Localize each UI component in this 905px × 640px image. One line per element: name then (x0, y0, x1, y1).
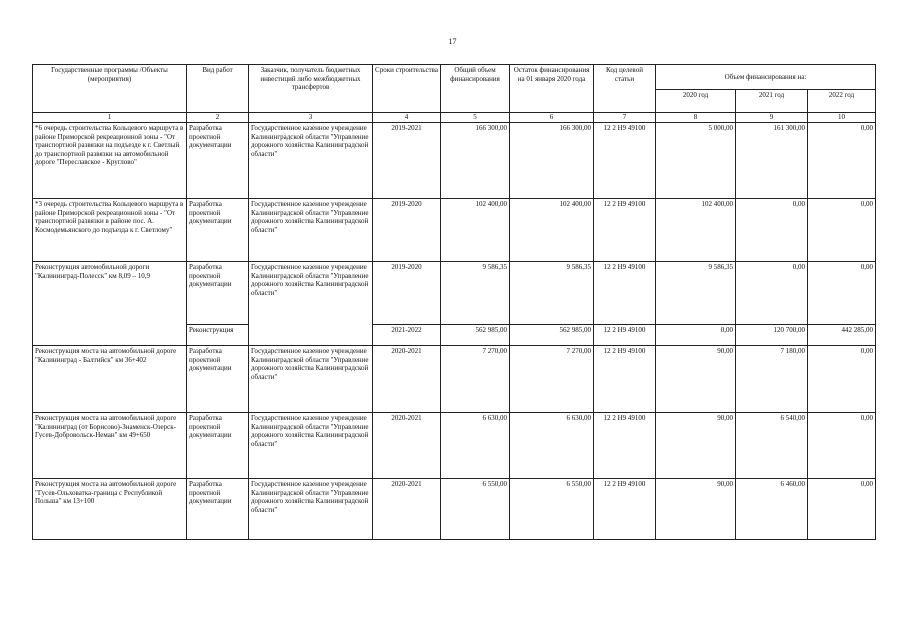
y2021-cell: 6 540,00 (736, 413, 808, 479)
y2020-cell: 5 000,00 (656, 123, 736, 199)
terms-cell: 2019-2020 (373, 199, 441, 262)
total-cell: 9 586,35 (441, 262, 510, 325)
column-number: 6 (510, 113, 594, 123)
financing-table (32, 64, 876, 540)
total-cell: 6 630,00 (441, 413, 510, 479)
y2020-cell: 0,00 (656, 325, 736, 346)
balance-cell: 166 300,00 (510, 123, 594, 199)
y2020-cell: 102 400,00 (656, 199, 736, 262)
terms-cell: 2020-2021 (373, 413, 441, 479)
object-cell: Реконструкция моста на автомобильной дороге "Гусев-Ольховатка-граница с Республикой Польша" км 13+100 (33, 479, 187, 540)
header-funding: Объем финансирования на: (656, 65, 876, 90)
code-cell: 12 2 Н9 49100 (594, 123, 656, 199)
object-cell: *3 очередь строительства Кольцевого маршрута в районе Приморской рекреационной зоны - "От транспортной развязки в районе пос. А. Космодемьянского до подъезда к г. Светлому" (33, 199, 187, 262)
work-type-cell: Разработка проектной документации (187, 346, 249, 413)
table-row (33, 479, 876, 540)
code-cell: 12 2 Н9 49100 (594, 262, 656, 325)
column-number: 1 (33, 113, 187, 123)
customer-cell: Государственное казенное учреждение Калининградской области "Управление дорожного хозяйства Калининградской области" (249, 199, 373, 262)
customer-cell: Государственное казенное учреждение Калининградской области "Управление дорожного хозяйства Калининградской области" (249, 346, 373, 413)
terms-cell: 2019-2021 (373, 123, 441, 199)
y2022-cell: 0,00 (808, 262, 876, 325)
header-year-2021: 2021 год (736, 90, 808, 113)
work-type-cell: Разработка проектной документации (187, 413, 249, 479)
total-cell: 6 550,00 (441, 479, 510, 540)
balance-cell: 9 586,35 (510, 262, 594, 325)
y2021-cell: 6 460,00 (736, 479, 808, 540)
y2021-cell: 7 180,00 (736, 346, 808, 413)
y2021-cell: 0,00 (736, 262, 808, 325)
terms-cell: 2020-2021 (373, 346, 441, 413)
header-terms: Сроки строительства (373, 65, 441, 113)
work-type-cell: Разработка проектной документации (187, 199, 249, 262)
object-cell: Реконструкция автомобильной дороги "Калининград-Полесск" км 8,09 – 10,9 (33, 262, 187, 346)
header-total: Общий объем финансирования (441, 65, 510, 113)
header-customer: Заказчик, получатель бюджетных инвестиций либо межбюджетных трансфертов (249, 65, 373, 113)
table-row (33, 346, 876, 413)
work-type-cell: Разработка проектной документации (187, 262, 249, 325)
customer-cell: Государственное казенное учреждение Калининградской области "Управление дорожного хозяйства Калининградской области" (249, 413, 373, 479)
customer-cell: Государственное казенное учреждение Калининградской области "Управление дорожного хозяйства Калининградской области" (249, 262, 373, 346)
y2022-cell: 0,00 (808, 479, 876, 540)
balance-cell: 562 985,00 (510, 325, 594, 346)
header-program: Государственные программы /Объекты (мероприятия) (33, 65, 187, 113)
work-type-cell: Реконструкция (187, 325, 249, 346)
y2021-cell: 120 700,00 (736, 325, 808, 346)
object-cell: *6 очередь строительства Кольцевого маршрута в районе Приморской рекреационной зоны - "От транспортной развязки на подъезде к г. Светлый до транспортной развязки на автомобильной дороге "Переславское - Круглово" (33, 123, 187, 199)
column-number: 8 (656, 113, 736, 123)
y2020-cell: 90,00 (656, 413, 736, 479)
code-cell: 12 2 Н9 49100 (594, 325, 656, 346)
y2020-cell: 9 586,35 (656, 262, 736, 325)
table-row (33, 262, 876, 325)
object-cell: Реконструкция моста на автомобильной дороге "Калининград (от Борисово)-Знаменск-Озерск-Гусев-Добровольск-Неман" км 49+650 (33, 413, 187, 479)
object-cell: Реконструкция моста на автомобильной дороге "Калининград - Балтийск" км 36+402 (33, 346, 187, 413)
table-row (33, 123, 876, 199)
balance-cell: 102 400,00 (510, 199, 594, 262)
terms-cell: 2020-2021 (373, 479, 441, 540)
total-cell: 562 985,00 (441, 325, 510, 346)
header-year-2020: 2020 год (656, 90, 736, 113)
terms-cell: 2021-2022 (373, 325, 441, 346)
column-number: 5 (441, 113, 510, 123)
balance-cell: 7 270,00 (510, 346, 594, 413)
terms-cell: 2019-2020 (373, 262, 441, 325)
column-number: 3 (249, 113, 373, 123)
column-numbers-row (33, 113, 876, 123)
y2021-cell: 161 300,00 (736, 123, 808, 199)
page-number: 17 (448, 37, 457, 46)
header-balance: Остаток финансирования на 01 января 2020 года (510, 65, 594, 113)
customer-cell: Государственное казенное учреждение Калининградской области "Управление дорожного хозяйства Калининградской области" (249, 479, 373, 540)
column-number: 9 (736, 113, 808, 123)
table-row (33, 199, 876, 262)
code-cell: 12 2 Н9 49100 (594, 199, 656, 262)
y2022-cell: 0,00 (808, 199, 876, 262)
customer-cell: Государственное казенное учреждение Калининградской области "Управление дорожного хозяйства Калининградской области" (249, 123, 373, 199)
header-work-type: Вид работ (187, 65, 249, 113)
column-number: 7 (594, 113, 656, 123)
y2022-cell: 0,00 (808, 413, 876, 479)
total-cell: 102 400,00 (441, 199, 510, 262)
y2020-cell: 90,00 (656, 346, 736, 413)
code-cell: 12 2 Н9 49100 (594, 346, 656, 413)
total-cell: 7 270,00 (441, 346, 510, 413)
header-year-2022: 2022 год (808, 90, 876, 113)
y2022-cell: 442 285,00 (808, 325, 876, 346)
table-row (33, 413, 876, 479)
total-cell: 166 300,00 (441, 123, 510, 199)
code-cell: 12 2 Н9 49100 (594, 413, 656, 479)
work-type-cell: Разработка проектной документации (187, 123, 249, 199)
y2022-cell: 0,00 (808, 346, 876, 413)
column-number: 10 (808, 113, 876, 123)
y2022-cell: 0,00 (808, 123, 876, 199)
column-number: 2 (187, 113, 249, 123)
column-number: 4 (373, 113, 441, 123)
header-code: Код целевой статьи (594, 65, 656, 113)
balance-cell: 6 550,00 (510, 479, 594, 540)
code-cell: 12 2 Н9 49100 (594, 479, 656, 540)
balance-cell: 6 630,00 (510, 413, 594, 479)
work-type-cell: Разработка проектной документации (187, 479, 249, 540)
y2020-cell: 90,00 (656, 479, 736, 540)
y2021-cell: 0,00 (736, 199, 808, 262)
